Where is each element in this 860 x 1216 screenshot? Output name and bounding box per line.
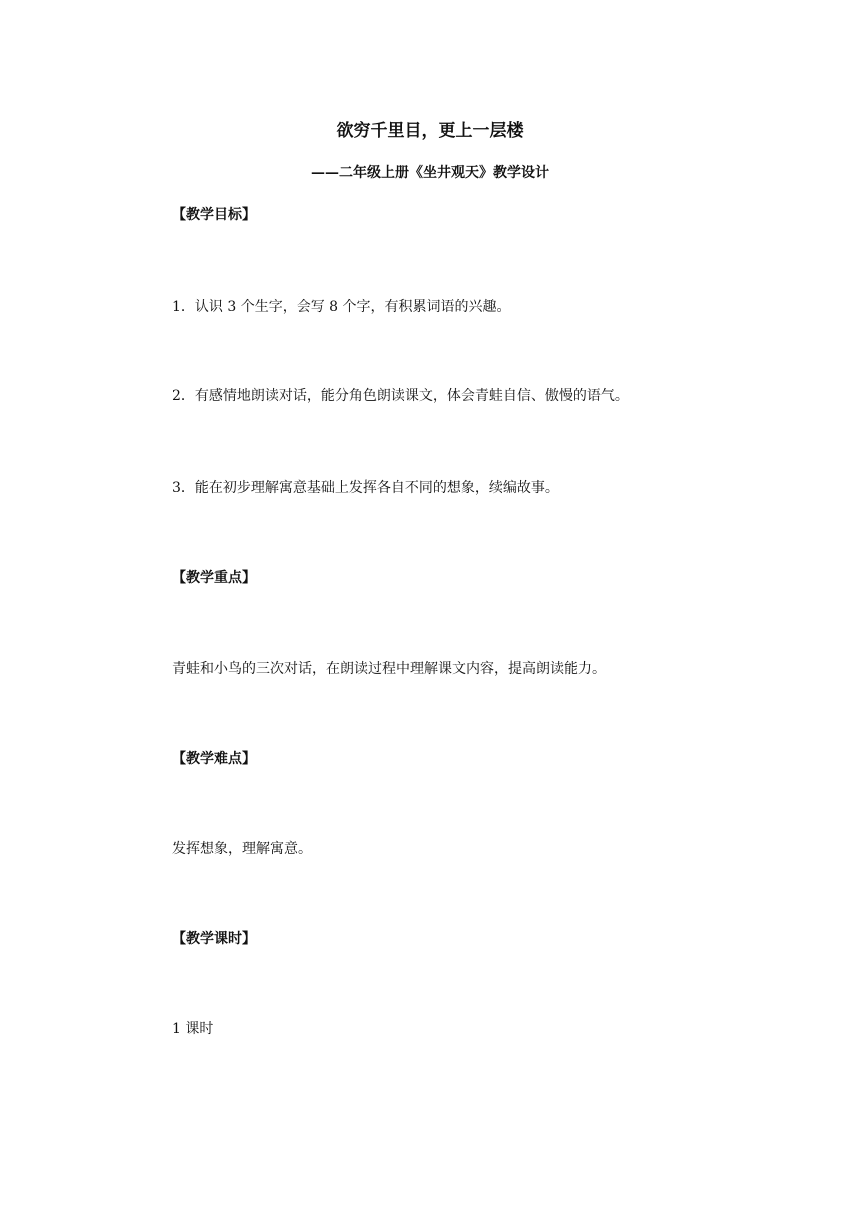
- key-points-text: 青蛙和小鸟的三次对话，在朗读过程中理解课文内容，提高朗读能力。: [172, 661, 606, 677]
- section-heading-class-hours: 【教学课时】: [172, 931, 256, 947]
- difficulties-text: 发挥想象，理解寓意。: [172, 841, 312, 857]
- objective-item-2: 2．有感情地朗读对话，能分角色朗读课文，体会青蛙自信、傲慢的语气。: [172, 388, 629, 404]
- section-heading-difficulties: 【教学难点】: [172, 751, 256, 767]
- objective-item-3: 3．能在初步理解寓意基础上发挥各自不同的想象，续编故事。: [172, 480, 559, 496]
- section-heading-key-points: 【教学重点】: [172, 570, 256, 586]
- class-hours-text: 1 课时: [172, 1021, 214, 1037]
- document-subtitle: ——二年级上册《坐井观天》教学设计: [311, 165, 549, 181]
- document-title: 欲穷千里目，更上一层楼: [336, 121, 524, 141]
- section-heading-objectives: 【教学目标】: [172, 207, 256, 223]
- objective-item-1: 1．认识 3 个生字，会写 8 个字，有积累词语的兴趣。: [172, 299, 511, 315]
